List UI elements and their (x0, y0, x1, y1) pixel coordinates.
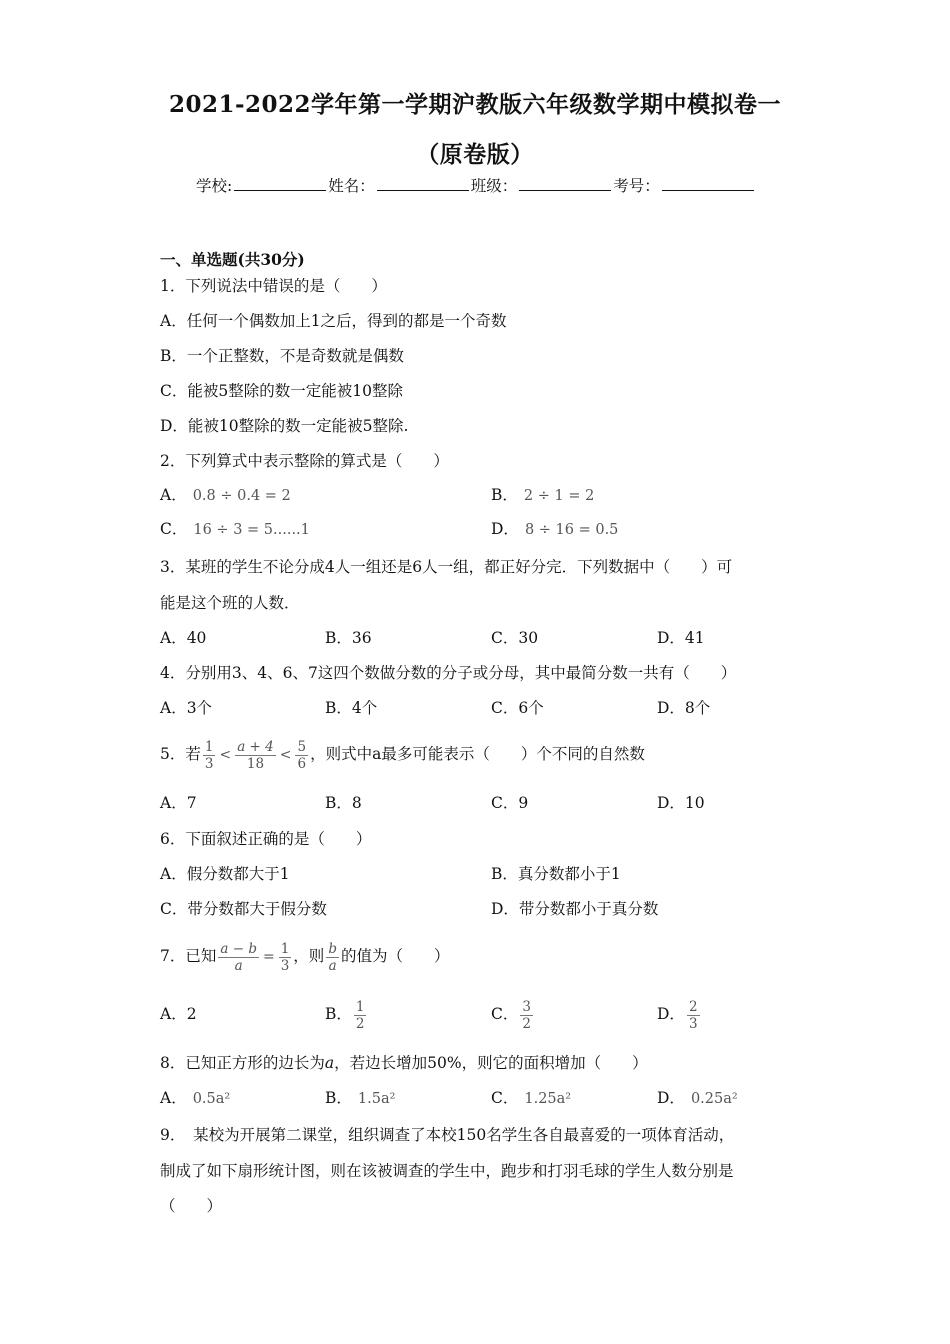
info-fields (196, 176, 756, 196)
q4-stem: 4．分别用3、4、6、7这四个数做分数的分子或分母，其中最简分数一共有（ ） (160, 664, 737, 682)
q6-option-c: C．带分数都大于假分数 (160, 900, 327, 918)
q2-option-b: B． 2 ÷ 1 = 2 (491, 486, 595, 504)
q7-b-frac: $\frac{1}{2}$ (355, 998, 365, 1032)
school-blank[interactable] (234, 176, 326, 191)
q2-c-expr: 16 ÷ 3 = 5......1 (193, 522, 310, 538)
q3-option-b: B．36 (325, 629, 372, 647)
school-label: 学校: (196, 177, 233, 195)
q5-stem: 5．若 $\frac{1}{3}$ < $\frac{a + 4}{18}$ < $\frac{5}{6}$ ，则式中a最多可能表示（ ）个不同的自然数 (160, 738, 645, 772)
q8-a-expr: 0.5a² (192, 1091, 231, 1107)
q9-stem-line3: （ ） (160, 1197, 223, 1215)
q7-c-frac: $\frac{3}{2}$ (522, 998, 531, 1032)
q7-d-frac: $\frac{2}{3}$ (688, 998, 698, 1032)
q4-option-b: B．4个 (325, 699, 378, 717)
q4-option-c: C．6个 (491, 699, 544, 717)
q7-frac-3: $\frac{b}{a}$ (328, 940, 337, 974)
q6-option-b: B．真分数都小于1 (491, 865, 621, 883)
q2-stem: 2．下列算式中表示整除的算式是（ ） (160, 452, 449, 470)
section-heading: 一、单选题(共30分) (160, 250, 305, 269)
q1-stem: 1．下列说法中错误的是（ ） (160, 277, 387, 295)
q3-stem-line1: 3．某班的学生不论分成4人一组还是6人一组，都正好分完．下列数据中（ ）可 (160, 558, 733, 576)
q7-stem: 7．已知 $\frac{a - b}{a}$ = $\frac{1}{3}$ ，则 $\frac{b}{a}$ 的值为（ ） (160, 940, 450, 974)
q8-c-expr: 1.25a² (524, 1091, 572, 1107)
q8-d-expr: 0.25a² (690, 1091, 738, 1107)
class-label: 班级： (470, 177, 518, 195)
q8-option-c: C． 1.25a² (491, 1089, 572, 1107)
q7-option-b: B． $\frac{1}{2}$ (325, 998, 365, 1032)
q8-option-b: B． 1.5a² (325, 1089, 396, 1107)
q8-b-expr: 1.5a² (357, 1091, 396, 1107)
exam-no-label: 考号： (613, 177, 660, 195)
q8-option-a: A． 0.5a² (160, 1089, 231, 1107)
name-label: 姓名： (328, 177, 375, 195)
q6-stem: 6．下面叙述正确的是（ ） (160, 830, 372, 848)
q7-frac-2: $\frac{1}{3}$ (280, 940, 290, 974)
q7-frac-1: $\frac{a - b}{a}$ (220, 940, 257, 974)
q8-stem: 8．已知正方形的边长为a，若边长增加50%，则它的面积增加（ ） (160, 1054, 648, 1072)
q1-option-c: C．能被5整除的数一定能被10整除 (160, 382, 403, 400)
q2-option-c: C． 16 ÷ 3 = 5......1 (160, 520, 310, 538)
q3-option-d: D．41 (657, 629, 705, 647)
q4-option-d: D．8个 (657, 699, 711, 717)
q2-d-expr: 8 ÷ 16 = 0.5 (524, 522, 619, 538)
q5-frac-1: $\frac{1}{3}$ (204, 738, 214, 772)
q5-frac-2: $\frac{a + 4}{18}$ (237, 738, 274, 772)
q3-stem-line2: 能是这个班的人数． (160, 594, 300, 612)
page-subtitle: （原卷版） (416, 141, 534, 168)
q5-option-a: A．7 (160, 794, 197, 812)
q7-option-a: A．2 (160, 1005, 197, 1023)
q2-a-expr: 0.8 ÷ 0.4 = 2 (192, 488, 291, 504)
q3-option-a: A．40 (160, 629, 207, 647)
q5-frac-3: $\frac{5}{6}$ (297, 738, 307, 772)
q9-stem-line2: 制成了如下扇形统计图，则在该被调查的学生中，跑步和打羽毛球的学生人数分别是 (160, 1162, 734, 1180)
q7-option-c: C． $\frac{3}{2}$ (491, 998, 531, 1032)
q8-option-d: D． 0.25a² (657, 1089, 738, 1107)
q6-option-a: A．假分数都大于1 (160, 865, 290, 883)
q2-b-expr: 2 ÷ 1 = 2 (523, 488, 595, 504)
q5-option-c: C．9 (491, 794, 529, 812)
q2-option-d: D． 8 ÷ 16 = 0.5 (491, 520, 619, 538)
q9-stem-line1: 9． 某校为开展第二课堂，组织调查了本校150名学生各自最喜爱的一项体育活动， (160, 1126, 735, 1144)
q1-option-b: B．一个正整数，不是奇数就是偶数 (160, 347, 404, 365)
q1-option-d: D．能被10整除的数一定能被5整除. (160, 417, 409, 435)
page-title: 2021-2022学年第一学期沪教版六年级数学期中模拟卷一 (168, 91, 782, 118)
q6-option-d: D．带分数都小于真分数 (491, 900, 659, 918)
q1-option-a: A．任何一个偶数加上1之后，得到的都是一个奇数 (160, 312, 507, 330)
q5-option-b: B．8 (325, 794, 362, 812)
class-blank[interactable] (519, 176, 611, 191)
name-blank[interactable] (377, 176, 469, 191)
q2-option-a: A． 0.8 ÷ 0.4 = 2 (160, 486, 291, 504)
q4-option-a: A．3个 (160, 699, 213, 717)
q7-option-d: D． $\frac{2}{3}$ (657, 998, 698, 1032)
q3-option-c: C．30 (491, 629, 539, 647)
q5-option-d: D．10 (657, 794, 705, 812)
exam-no-blank[interactable] (662, 176, 754, 191)
